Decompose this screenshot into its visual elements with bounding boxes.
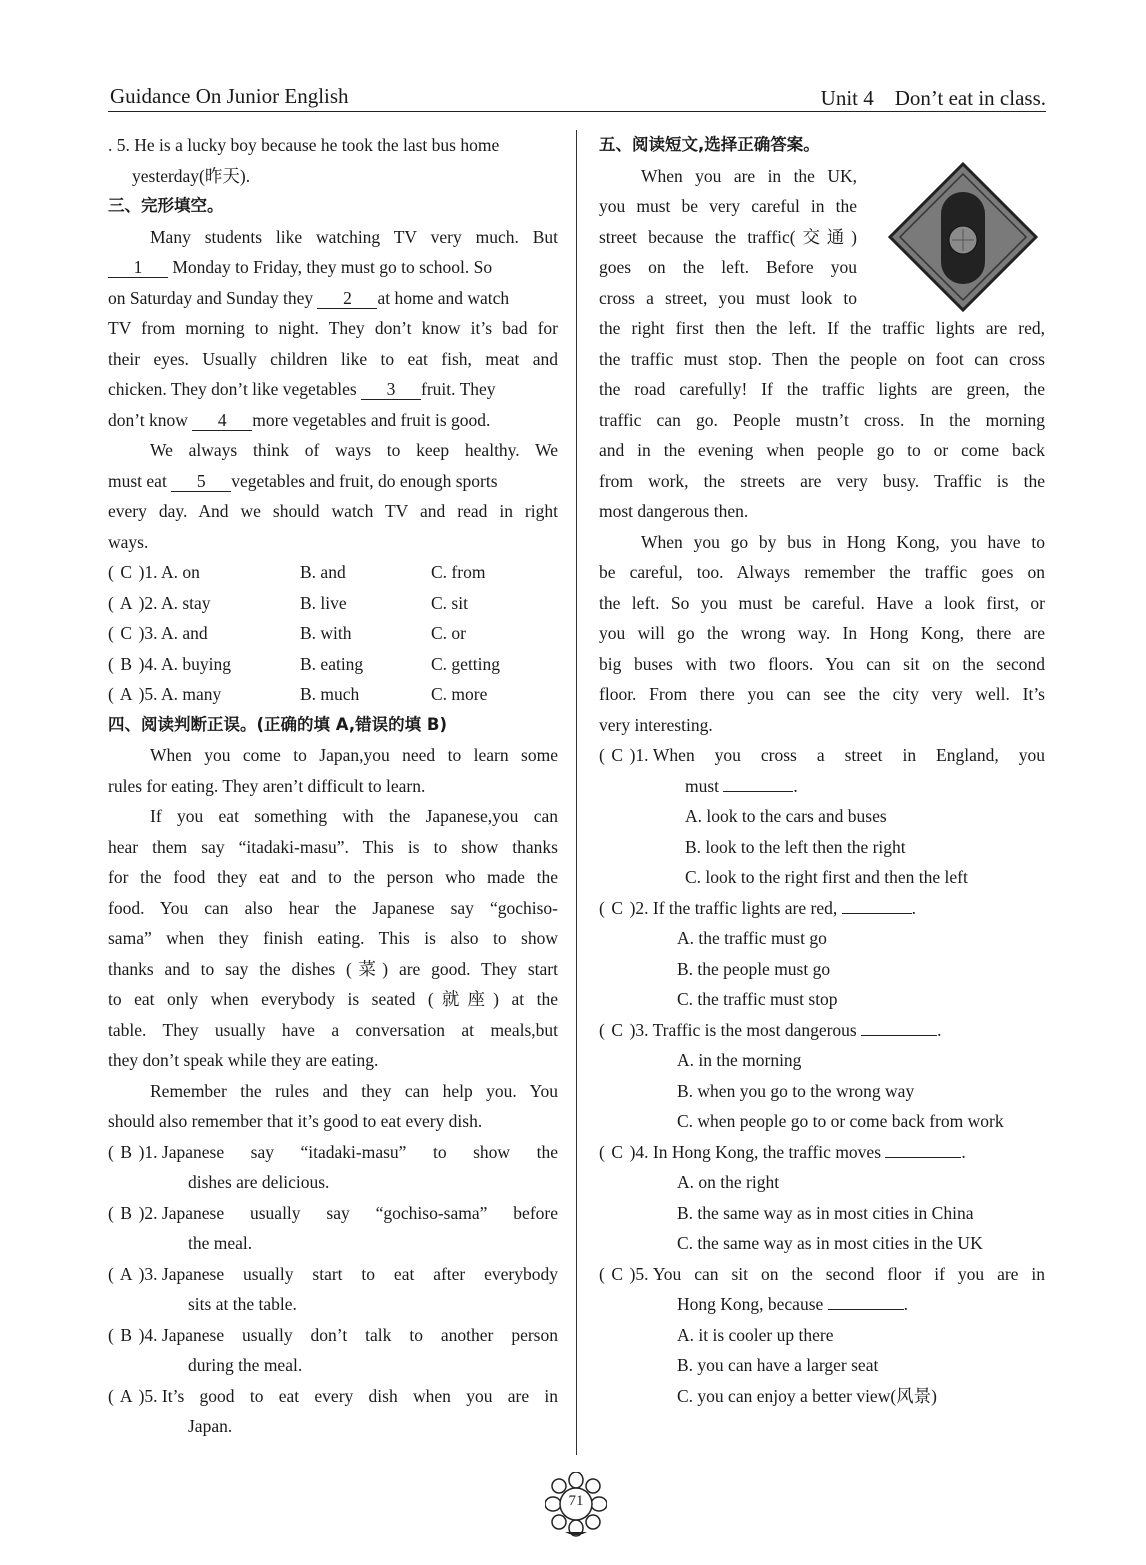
- question-text: When you cross a street in England, you: [652, 745, 1045, 765]
- question-text: Japanese say “itadaki-masu” to show the: [161, 1141, 558, 1162]
- passage-line: from work, the streets are very busy. Traffic is the: [599, 470, 1045, 491]
- mc-question-1: ( C )1. When you cross a street in England, you must . A. look to the cars and buses B. look to the left then the right C. look to the right first and then the left: [599, 740, 1045, 893]
- question-text: If the traffic lights are red,: [652, 897, 838, 918]
- question-number: )5.: [629, 1263, 649, 1284]
- japan-passage: [108, 740, 558, 1137]
- mc-question-3: ( C )3. Traffic is the most dangerous . A. in the morning B. when you go to the wrong way C. when people go to or come back from work: [599, 1015, 1045, 1137]
- question-number: )4.: [138, 1324, 158, 1345]
- cloze-question-3: ( C )3. A. and B. with C. or: [108, 618, 558, 649]
- blank-3: 3: [361, 379, 421, 400]
- question-text: sits at the table.: [188, 1294, 297, 1314]
- header-unit-title: Unit 4 Don’t eat in class.: [820, 86, 1046, 110]
- question-text: Japanese usually don’t talk to another person: [161, 1324, 558, 1345]
- passage-line: thanks and to say the dishes (菜) are good. They start: [108, 958, 558, 979]
- section-3-title: 三、完形填空。: [108, 196, 224, 215]
- cloze-question-2: ( A )2. A. stay B. live C. sit: [108, 588, 558, 619]
- item-5-line-1: . 5. He is a lucky boy because he took the last bus home: [108, 135, 500, 155]
- cloze-line: ways.: [108, 531, 149, 552]
- header-rule: [108, 111, 1046, 112]
- answer: C: [120, 562, 133, 582]
- cloze-line: [108, 466, 558, 497]
- option-c: C. getting: [431, 653, 501, 674]
- cloze-question-5: ( A )5. A. many B. much C. more: [108, 679, 558, 710]
- cloze-text: fruit. They: [421, 379, 496, 399]
- passage-line: When you are in the UK,: [641, 165, 857, 186]
- tf-question-5: ( A )5. It’s good to eat every dish when you are in Japan.: [108, 1381, 558, 1442]
- question-number: )5.: [138, 1385, 158, 1406]
- question-text: must: [685, 775, 720, 796]
- passage-line: for the food they eat and to the person who made the: [108, 867, 558, 887]
- option-c: C. more: [431, 684, 488, 704]
- cloze-text: don’t know: [108, 409, 188, 430]
- answer: A: [119, 1385, 133, 1406]
- answer: A: [119, 684, 133, 704]
- mc-questions: [599, 740, 1045, 1411]
- passage-line: rules for eating. They aren’t difficult to learn.: [108, 775, 426, 796]
- answer: B: [120, 653, 133, 674]
- answer: C: [611, 897, 624, 918]
- option-a: )1. A. on: [138, 562, 200, 582]
- option-b: B. eating: [300, 653, 364, 674]
- passage-line: traffic can go. People mustn’t cross. In the morning: [599, 409, 1045, 430]
- tf-question-4: ( B )4. Japanese usually don’t talk to another person during the meal.: [108, 1320, 558, 1381]
- section-5-title: 五、阅读短文,选择正确答案。: [599, 135, 820, 154]
- cloze-line: [108, 283, 558, 314]
- passage-line: If you eat something with the Japanese,you can: [150, 806, 558, 826]
- answer: B: [120, 1141, 133, 1162]
- passage-line: table. They usually have a conversation at meals,but: [108, 1019, 558, 1040]
- passage-line: they don’t speak while they are eating.: [108, 1050, 379, 1070]
- passage-line: cross a street, you must look to: [599, 287, 857, 308]
- cloze-text: vegetables and fruit, do enough sports: [231, 470, 498, 491]
- option-a: )3. A. and: [138, 623, 208, 643]
- answer: C: [611, 1019, 624, 1040]
- question-number: )3.: [629, 1019, 649, 1040]
- passage-line: Remember the rules and they can help you. You: [150, 1080, 558, 1101]
- true-false-questions: [108, 1137, 558, 1442]
- blank-5: 5: [171, 471, 231, 492]
- cloze-line: TV from morning to night. They don’t know it’s bad for: [108, 318, 558, 338]
- passage-line: hear them say “itadaki-masu”. This is to show thanks: [108, 836, 558, 857]
- passage-line: you will go the wrong way. In Hong Kong, there are: [599, 623, 1045, 643]
- question-number: )1.: [138, 1141, 158, 1162]
- option-a: A. in the morning: [677, 1050, 802, 1070]
- blank-4: 4: [192, 410, 252, 431]
- question-number: )1.: [629, 745, 649, 765]
- passage-line: be careful, too. Always remember the traffic goes on: [599, 562, 1045, 582]
- option-c: C. the traffic must stop: [677, 989, 838, 1009]
- cloze-line: [108, 405, 558, 436]
- passage-line: and in the evening when people go to or come back: [599, 440, 1045, 460]
- answer: C: [611, 745, 624, 765]
- passage-line: floor. From there you can see the city very well. It’s: [599, 684, 1045, 704]
- traffic-light-sign-icon: [886, 160, 1040, 314]
- mc-question-4: ( C )4. In Hong Kong, the traffic moves . A. on the right B. the same way as in most cities in China C. the same way as in most cities in the UK: [599, 1137, 1045, 1259]
- left-column: [108, 130, 558, 1442]
- item-5-line-2: yesterday(昨天).: [132, 165, 251, 186]
- tf-question-2: ( B )2. Japanese usually say “gochiso-sama” before the meal.: [108, 1198, 558, 1259]
- option-a: A. on the right: [677, 1172, 780, 1192]
- option-c: C. from: [431, 562, 486, 582]
- cloze-text: on Saturday and Sunday they: [108, 287, 314, 308]
- cloze-question-1: ( C )1. A. on B. and C. from: [108, 557, 558, 588]
- cloze-text: more vegetables and fruit is good.: [252, 409, 491, 430]
- answer-blank: [885, 1157, 961, 1158]
- answer-blank: [861, 1035, 937, 1036]
- option-c: C. when people go to or come back from work: [677, 1111, 1004, 1131]
- right-column: [599, 130, 1045, 1411]
- section-4-title: 四、阅读判断正误。(正确的填 A,错误的填 B): [108, 714, 447, 734]
- cloze-line: [108, 252, 558, 283]
- option-c: C. the same way as in most cities in the UK: [677, 1233, 983, 1253]
- cloze-options: [108, 557, 558, 710]
- answer: B: [120, 1202, 133, 1223]
- answer: B: [120, 1324, 133, 1345]
- question-number: )4.: [629, 1141, 649, 1162]
- passage-line: most dangerous then.: [599, 501, 749, 521]
- option-a: A. the traffic must go: [677, 928, 827, 948]
- cloze-question-4: ( B )4. A. buying B. eating C. getting: [108, 649, 558, 680]
- cloze-text: Monday to Friday, they must go to school. So: [172, 257, 493, 277]
- tf-question-1: ( B )1. Japanese say “itadaki-masu” to show the dishes are delicious.: [108, 1137, 558, 1198]
- passage-line: the left. So you must be careful. Have a look first, or: [599, 592, 1045, 613]
- cloze-line: We always think of ways to keep healthy. We: [150, 440, 558, 460]
- question-text: Hong Kong, because: [677, 1294, 824, 1314]
- passage-line: big buses with two floors. You can sit on the second: [599, 653, 1045, 674]
- question-text: Traffic is the most dangerous: [652, 1019, 857, 1040]
- passage-line: sama” when they finish eating. This is also to show: [108, 928, 558, 948]
- question-text: Japanese usually say “gochiso-sama” before: [161, 1202, 558, 1223]
- option-b: B. and: [300, 562, 346, 582]
- option-b: B. you can have a larger seat: [677, 1355, 879, 1375]
- passage-line: When you come to Japan,you need to learn some: [150, 745, 558, 765]
- option-b: B. the same way as in most cities in China: [677, 1202, 974, 1223]
- tf-question-3: ( A )3. Japanese usually start to eat after everybody sits at the table.: [108, 1259, 558, 1320]
- answer-blank: [723, 791, 793, 792]
- cloze-passage: [108, 222, 558, 558]
- column-divider: [576, 130, 577, 1455]
- option-c: C. look to the right first and then the left: [685, 867, 968, 887]
- option-c: C. sit: [431, 592, 468, 613]
- option-c: C. or: [431, 623, 466, 643]
- passage-line: to eat only when everybody is seated (就座) at the: [108, 989, 558, 1009]
- passage-line: When you go by bus in Hong Kong, you have to: [641, 531, 1045, 552]
- cloze-line: Many students like watching TV very much. But: [150, 226, 558, 247]
- answer-blank: [842, 913, 912, 914]
- option-a: )5. A. many: [138, 684, 222, 704]
- passage-line: should also remember that it’s good to eat every dish.: [108, 1111, 483, 1131]
- option-a: )4. A. buying: [138, 653, 231, 674]
- cloze-line: every day. And we should watch TV and read in right: [108, 501, 558, 521]
- passage-line: street because the traffic(交通): [599, 226, 857, 247]
- cloze-text: at home and watch: [377, 287, 510, 308]
- answer-blank: [828, 1309, 904, 1310]
- option-a: A. it is cooler up there: [677, 1324, 834, 1345]
- cloze-line: [108, 374, 558, 405]
- blank-2: 2: [317, 288, 377, 309]
- option-b: B. live: [300, 592, 347, 613]
- question-number: )2.: [138, 1202, 158, 1223]
- answer: C: [120, 623, 133, 643]
- answer: A: [119, 1263, 133, 1284]
- question-number: )3.: [138, 1263, 158, 1284]
- passage-line: food. You can also hear the Japanese say “gochiso-: [108, 897, 558, 918]
- cloze-text: chicken. They don’t like vegetables: [108, 379, 357, 399]
- option-c: C. you can enjoy a better view(风景): [677, 1385, 937, 1406]
- option-b: B. the people must go: [677, 958, 831, 979]
- page-number: 71: [568, 1493, 584, 1509]
- question-text: the meal.: [188, 1233, 253, 1253]
- passage-line: goes on the left. Before you: [599, 257, 857, 277]
- answer: C: [611, 1263, 624, 1284]
- question-text: dishes are delicious.: [188, 1172, 330, 1192]
- passage-line: you must be very careful in the: [599, 196, 857, 216]
- answer: A: [119, 592, 133, 613]
- blank-1: 1: [108, 257, 168, 278]
- passage-line: very interesting.: [599, 714, 713, 735]
- mc-question-2: ( C )2. If the traffic lights are red, . A. the traffic must go B. the people must go C. the traffic must stop: [599, 893, 1045, 1015]
- passage-line: the traffic must stop. Then the people on foot can cross: [599, 348, 1045, 369]
- answer: C: [611, 1141, 624, 1162]
- cloze-text: must eat: [108, 470, 167, 491]
- passage-line: the road carefully! If the traffic lights are green, the: [599, 379, 1045, 399]
- option-b: B. when you go to the wrong way: [677, 1080, 915, 1101]
- question-text: during the meal.: [188, 1355, 303, 1375]
- option-b: B. look to the left then the right: [685, 836, 906, 857]
- question-text: In Hong Kong, the traffic moves: [652, 1141, 882, 1162]
- passage-line: the right first then the left. If the traffic lights are red,: [599, 318, 1045, 338]
- option-b: B. much: [300, 684, 360, 704]
- header-book-title: Guidance On Junior English: [110, 84, 349, 108]
- option-a: A. look to the cars and buses: [685, 806, 887, 826]
- option-b: B. with: [300, 623, 352, 643]
- question-text: Japanese usually start to eat after everybody: [161, 1263, 558, 1284]
- question-text: Japan.: [188, 1416, 233, 1436]
- question-number: )2.: [629, 897, 649, 918]
- option-a: )2. A. stay: [138, 592, 211, 613]
- question-text: It’s good to eat every dish when you are in: [161, 1385, 558, 1406]
- mc-question-5: ( C )5. You can sit on the second floor if you are in Hong Kong, because . A. it is cooler up there B. you can have a larger seat C. you can enjoy a better view(风景): [599, 1259, 1045, 1412]
- question-text: You can sit on the second floor if you are in: [652, 1263, 1045, 1284]
- cloze-line: their eyes. Usually children like to eat fish, meat and: [108, 348, 558, 369]
